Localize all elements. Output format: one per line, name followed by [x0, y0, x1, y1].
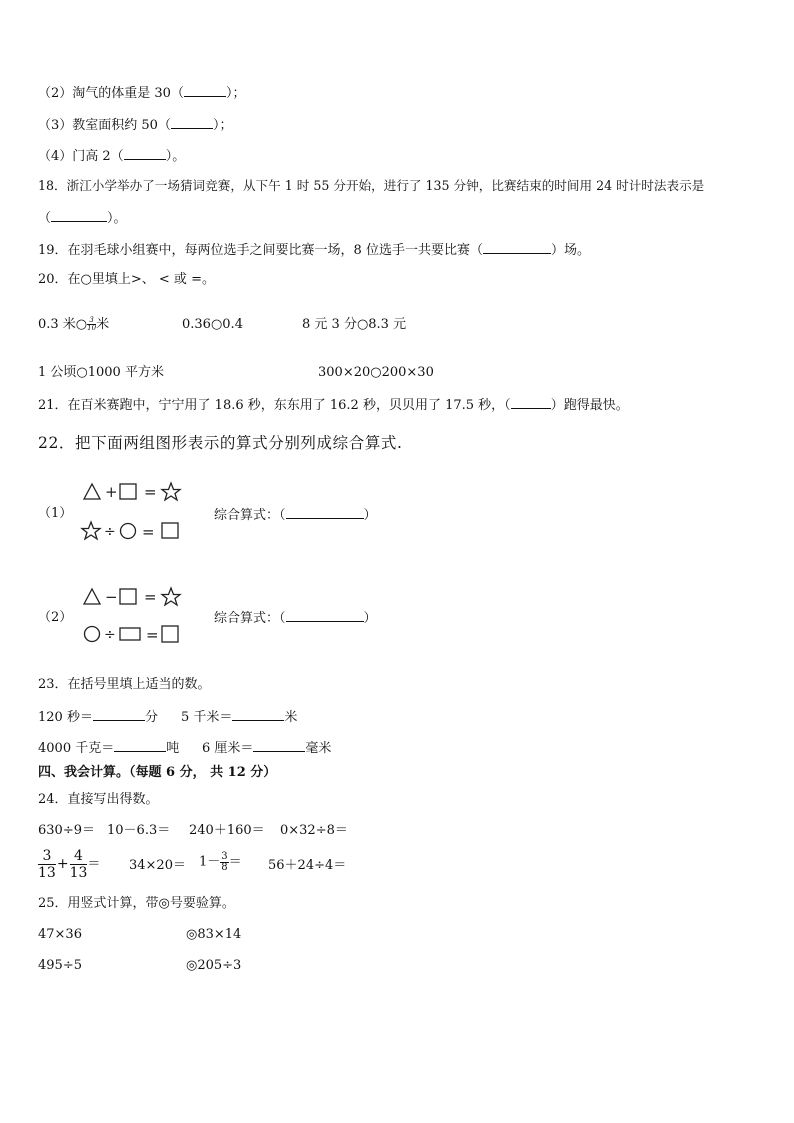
circle-shape — [121, 524, 136, 539]
q20-item-1: 0.3 米○ $\frac{3}{10}$ 米 — [38, 316, 110, 332]
q25-calc-4: ◎205÷3 — [186, 958, 242, 973]
q18-continuation: （ ）。 — [38, 211, 127, 226]
q25-calc-1: 47×36 — [38, 927, 82, 942]
q23-item-1: 120 秒＝ 分 — [38, 710, 158, 725]
q22-part2-label: （2） — [38, 610, 73, 625]
q24-fraction-sum: $\frac{3}{13}$ + $\frac{4}{13}$ ＝ — [38, 848, 101, 881]
q23-item-2: 5 千米＝ 米 — [181, 710, 298, 725]
q25-text: 25．用竖式计算，带◎号要验算。 — [38, 896, 235, 911]
answer-blank[interactable] — [253, 739, 305, 752]
triangle-shape — [84, 589, 100, 604]
q20-item-3: 8 元 3 分○8.3 元 — [302, 317, 407, 332]
divide-sign: ÷ — [104, 627, 116, 643]
equals-sign: = — [144, 483, 157, 501]
q24-expr-6: 1－ $\frac{3}{8}$ ＝ — [199, 851, 242, 873]
square-shape — [120, 589, 136, 604]
q20-item-4: 1 公顷○1000 平方米 — [38, 365, 164, 380]
answer-blank[interactable] — [124, 147, 166, 160]
fraction: $\frac{3}{8}$ — [221, 851, 228, 873]
answer-blank[interactable] — [93, 708, 145, 721]
q25-calc-3: 495÷5 — [38, 958, 82, 973]
q24-expr-3: 240＋160＝ — [189, 823, 265, 838]
equals-sign: = — [146, 626, 159, 644]
q23-item-4: 6 厘米＝ 毫米 — [202, 741, 332, 756]
q24-expr-4: 0×32÷8＝ — [280, 823, 348, 838]
fraction: $\frac{3}{13}$ — [38, 848, 56, 881]
answer-blank[interactable] — [171, 116, 213, 129]
triangle-shape — [84, 484, 100, 499]
star-shape — [82, 522, 100, 539]
q20-item-5: 300×20○200×30 — [318, 365, 434, 380]
q24-expr-5: 34×20＝ — [129, 858, 186, 873]
q24-expr-2: 10－6.3＝ — [107, 823, 171, 838]
q22-part2-answer: 综合算式：（ ） — [214, 611, 377, 626]
q22-text: 22．把下面两组图形表示的算式分别列成综合算式. — [38, 434, 403, 452]
q22-part1-figures — [80, 480, 190, 545]
equals-sign: = — [142, 523, 155, 541]
q23-text: 23．在括号里填上适当的数。 — [38, 677, 211, 692]
circle-shape — [85, 627, 100, 642]
plus-sign: + — [105, 483, 118, 501]
fraction: $\frac{3}{10}$ — [87, 316, 97, 332]
q25-calc-2: ◎83×14 — [186, 927, 242, 942]
q24-expr-7: 56＋24÷4＝ — [268, 858, 347, 873]
q24-text: 24．直接写出得数。 — [38, 792, 159, 807]
star-shape — [162, 483, 180, 500]
divide-sign: ÷ — [104, 524, 116, 540]
minus-sign: − — [105, 588, 118, 606]
answer-blank[interactable] — [286, 609, 364, 622]
q17-line-3: （3）教室面积约 50（ ）； — [38, 118, 233, 133]
q20-item-2: 0.36○0.4 — [182, 317, 243, 332]
q21-text: 21．在百米赛跑中，宁宁用了 18.6 秒，东东用了 16.2 秒，贝贝用了 17.5 秒，（ ）跑得最快。 — [38, 398, 629, 413]
answer-blank[interactable] — [511, 396, 551, 409]
rectangle-shape — [120, 628, 140, 640]
q24-expr-1: 630÷9＝ — [38, 823, 95, 838]
q22-part2-figures — [80, 584, 190, 649]
square-shape — [162, 523, 178, 538]
equals-sign: = — [144, 588, 157, 606]
q23-item-3: 4000 千克＝ 吨 — [38, 741, 180, 756]
section-4-title: 四、我会计算。（每题 6 分， 共 12 分） — [38, 765, 277, 780]
q22-part1-label: （1） — [38, 506, 73, 521]
answer-blank[interactable] — [51, 209, 107, 222]
star-shape — [162, 588, 180, 605]
square-shape — [120, 484, 136, 499]
answer-blank[interactable] — [483, 241, 551, 254]
answer-blank[interactable] — [114, 739, 166, 752]
answer-blank[interactable] — [184, 84, 226, 97]
q17-line-2: （2）淘气的体重是 30（ ）； — [38, 86, 246, 101]
q22-part1-answer: 综合算式：（ ） — [214, 508, 377, 523]
q18-text: 18．浙江小学举办了一场猜词竞赛，从下午 1 时 55 分开始，进行了 135 分钟，比赛结束的时间用 24 时计时法表示是 — [38, 178, 705, 193]
q17-line-4: （4）门高 2（ ）。 — [38, 149, 186, 164]
q19-text: 19．在羽毛球小组赛中，每两位选手之间要比赛一场，8 位选手一共要比赛（ ）场。 — [38, 243, 590, 258]
answer-blank[interactable] — [232, 708, 284, 721]
answer-blank[interactable] — [286, 506, 364, 519]
square-shape — [162, 626, 178, 642]
fraction: $\frac{4}{13}$ — [69, 848, 88, 881]
q20-text: 20．在○里填上>、 < 或 =。 — [38, 272, 215, 287]
